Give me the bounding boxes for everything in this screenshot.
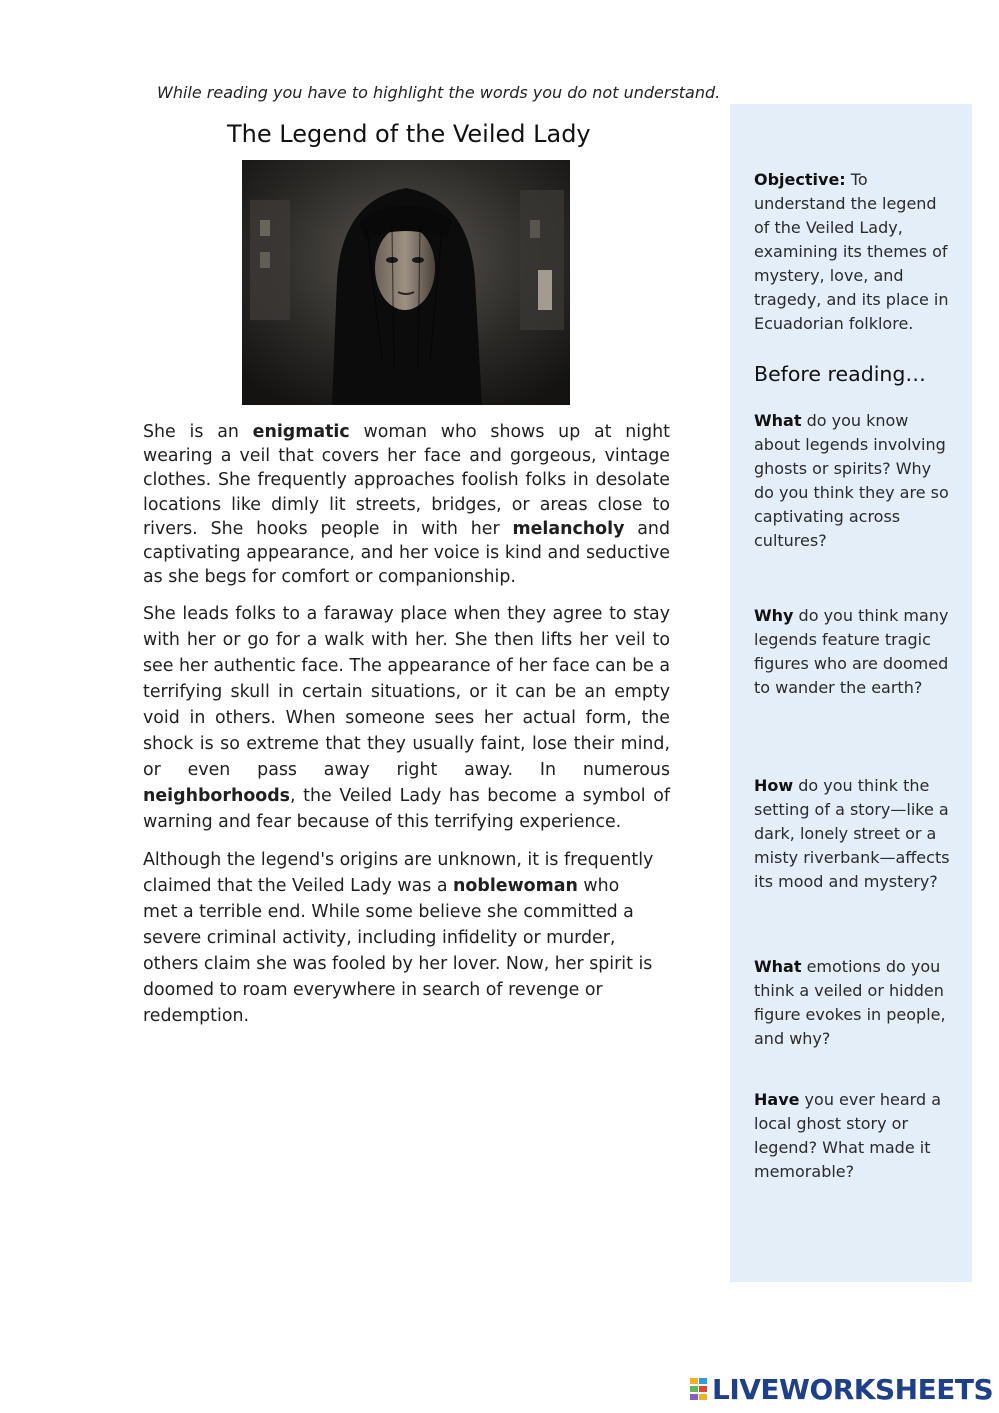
objective-label: Objective: [754, 170, 846, 189]
question-text: you ever heard a local ghost story or legend? What made it memorable? [754, 1090, 941, 1181]
before-reading-heading: Before reading… [754, 362, 926, 386]
story-paragraph-3 [143, 847, 658, 1029]
page-title: The Legend of the Veiled Lady [227, 120, 591, 148]
question-lead: What [754, 411, 802, 430]
story-text-segment: woman who shows up at night wearing a veil that covers her face and gorgeous, vintage clothes. She frequently approaches foolish folks in desolate locations like dimly lit streets, bridges, or areas close to rivers. She hooks people in with her [143, 422, 671, 539]
story-text-segment: , the Veiled Lady has become a symbol of warning and fear because of this terrifying experience. [143, 786, 670, 833]
question-3 [754, 774, 954, 894]
liveworksheets-logo-icon [690, 1376, 710, 1402]
question-4 [754, 955, 954, 1051]
story-paragraph-1 [143, 420, 670, 589]
question-text: do you think the setting of a story—like a dark, lonely street or a misty riverbank—affects its mood and mystery? [754, 776, 950, 891]
vocabulary-word: noblewoman [453, 876, 578, 897]
question-lead: Have [754, 1090, 800, 1109]
logo-text: LIVEWORKSHEETS [712, 1372, 994, 1406]
vocabulary-word: melancholy [512, 518, 625, 539]
story-text-segment: She leads folks to a faraway place when they agree to stay with her or go for a walk with her. She then lifts her veil to see her authentic face. The appearance of her face can be a terrifying skull in certain situations, or it can be an empty void in others. When someone sees her actual form, the shock is so extreme that they usually faint, lose their mind, or even pass away right away. In numerous [143, 604, 670, 781]
question-text: do you know about legends involving ghosts or spirits? Why do you think they are so captivating across cultures? [754, 411, 949, 550]
question-lead: What [754, 957, 802, 976]
vocabulary-word: enigmatic [252, 422, 350, 442]
question-lead: How [754, 776, 794, 795]
objective-block [754, 168, 954, 336]
vocabulary-word: neighborhoods [143, 786, 291, 807]
story-text [143, 420, 670, 1041]
story-text-segment: who met a terrible end. While some believe she committed a severe criminal activity, including infidelity or murder, others claim she was fooled by her lover. Now, her spirit is doomed to roam everywhere in search of revenge or redemption. [143, 876, 653, 1027]
question-lead: Why [754, 606, 794, 625]
question-1 [754, 409, 954, 553]
story-paragraph-2 [143, 601, 670, 835]
question-5 [754, 1088, 954, 1184]
question-text: do you think many legends feature tragic figures who are doomed to wander the earth? [754, 606, 949, 697]
question-text: emotions do you think a veiled or hidden figure evokes in people, and why? [754, 957, 946, 1048]
objective-text: To understand the legend of the Veiled Lady, examining its themes of mystery, love, and tragedy, and its place in Ecuadorian folklore. [754, 170, 949, 333]
reading-instruction: While reading you have to highlight the words you do not understand. [157, 83, 721, 102]
question-2 [754, 604, 954, 700]
sidebar-panel [730, 104, 972, 1282]
story-text-segment: She is an [143, 422, 253, 442]
story-text-segment: Although the legend's origins are unknown, it is frequently claimed that the Veiled Lady was a [143, 850, 654, 897]
liveworksheets-logo[interactable] [690, 1373, 993, 1405]
veiled-lady-photo [242, 160, 570, 405]
story-text-segment: and captivating appearance, and her voice is kind and seductive as she begs for comfort or companionship. [143, 518, 670, 588]
